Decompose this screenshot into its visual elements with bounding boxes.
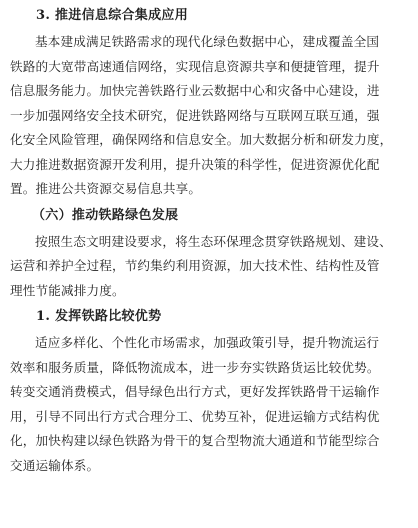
paragraph-line: 转变交通消费模式，倡导绿色出行方式，更好发挥铁路骨干运输作	[10, 384, 380, 399]
paragraph-green-development	[10, 230, 408, 304]
section-heading-info-integration: 3. 推进信息综合集成应用	[36, 8, 188, 23]
paragraph-line: 基本建成满足铁路需求的现代化绿色数据中心，建成覆盖全国	[35, 34, 380, 49]
paragraph-line: 信息服务能力。加快完善铁路行业云数据中心和灾备中心建设，进	[10, 83, 380, 98]
paragraph-line: 一步加强网络安全技术研究，促进铁路网络与互联网互联互通，强	[10, 107, 380, 123]
paragraph-line: 铁路的大宽带高速通信网络，实现信息资源共享和便捷管理，提升	[10, 58, 380, 74]
section-heading-green-development: （六）推动铁路绿色发展	[32, 207, 179, 223]
section-heading-comparative-advantage: 1. 发挥铁路比较优势	[36, 309, 162, 324]
paragraph-line: 大力推进数据资源开发利用，提升决策的科学性，促进资源优化配	[10, 156, 380, 172]
paragraph-info-integration	[10, 30, 408, 202]
paragraph-line: 化，加快构建以绿色铁路为骨干的复合型物流大通道和节能型综合	[10, 433, 380, 448]
paragraph-comparative-advantage	[10, 331, 408, 478]
paragraph-line: 用，引导不同出行方式合理分工、优势互补，促进运输方式结构优	[10, 408, 380, 424]
paragraph-line: 理性节能减排力度。	[10, 282, 125, 298]
paragraph-line: 按照生态文明建设要求，将生态环保理念贯穿铁路规划、建设、	[35, 233, 392, 249]
paragraph-line: 交通运输体系。	[10, 457, 100, 473]
paragraph-line: 运营和养护全过程，节约集约利用资源，加大技术性、结构性及管	[10, 258, 380, 273]
paragraph-line: 化安全风险管理，确保网络和信息安全。加大数据分析和研发力度，	[10, 132, 393, 147]
paragraph-line: 置。推进公共资源交易信息共享。	[10, 181, 202, 196]
paragraph-line: 效率和服务质量，降低物流成本，进一步夯实铁路货运比较优势。	[10, 359, 380, 375]
paragraph-line: 适应多样化、个性化市场需求，加强政策引导，提升物流运行	[35, 335, 380, 350]
